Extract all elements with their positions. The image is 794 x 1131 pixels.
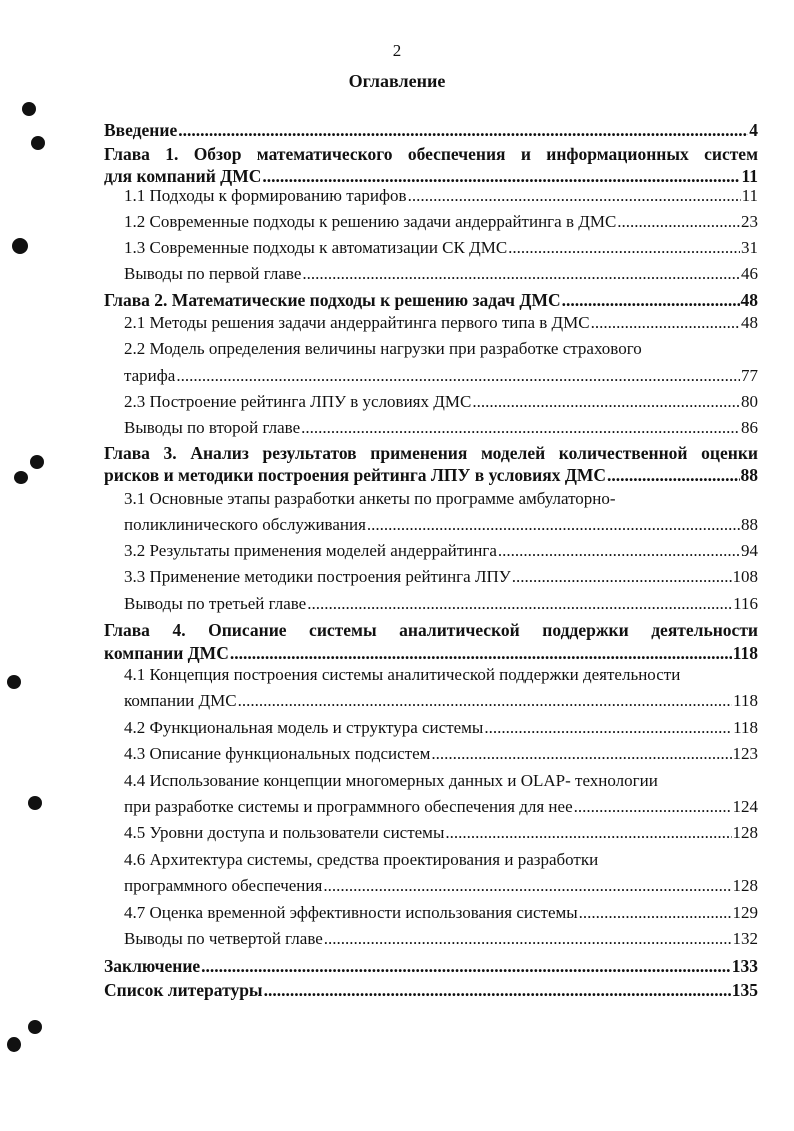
toc-entry-label-continued: компании ДМС <box>104 643 229 663</box>
toc-entry-section-3-1[interactable] <box>0 489 794 534</box>
toc-entry-section-4-7[interactable] <box>0 903 794 929</box>
punch-hole-mark <box>28 1020 42 1034</box>
toc-page-ref: 88 <box>741 515 758 534</box>
dot-leader <box>262 166 740 187</box>
toc-entry-label-continued: для компаний ДМС <box>104 166 262 186</box>
dot-leader <box>498 541 740 561</box>
toc-entry-introduction[interactable] <box>0 120 794 146</box>
toc-entry-label: Выводы по третьей главе <box>124 594 307 613</box>
toc-entry-section-4-2[interactable] <box>0 718 794 744</box>
dot-leader <box>408 186 741 206</box>
toc-entry-label: 4.1 Концепция построения системы аналитической поддержки деятельности <box>124 665 681 684</box>
punch-hole-mark <box>7 675 21 689</box>
toc-entry-section-4-3[interactable] <box>0 744 794 770</box>
toc-entry-label: Выводы по второй главе <box>124 418 301 437</box>
toc-entry-label: Глава 2. Математические подходы к решению задач ДМС <box>104 290 561 310</box>
toc-entry-label-continued: поликлинического обслуживания <box>124 515 366 534</box>
punch-hole-mark <box>22 102 36 116</box>
toc-page-ref: 11 <box>741 166 758 186</box>
toc-entry-label: 2.1 Методы решения задачи андеррайтинга первого типа в ДМС <box>124 313 590 332</box>
toc-entry-label: 4.6 Архитектура системы, средства проектирования и разработки <box>124 850 599 869</box>
toc-page-ref: 128 <box>732 876 758 895</box>
toc-page-ref: 135 <box>731 980 758 1000</box>
toc-entry-label: 2.2 Модель определения величины нагрузки при разработке страхового <box>124 339 642 358</box>
dot-leader <box>579 903 732 923</box>
toc-page-ref: 118 <box>733 691 758 710</box>
toc-entry-section-2-3[interactable] <box>0 392 794 418</box>
toc-entry-label: 1.3 Современные подходы к автоматизации СК ДМС <box>124 238 508 257</box>
toc-entry-label-continued: тарифа <box>124 366 176 385</box>
dot-leader <box>512 567 732 587</box>
dot-leader <box>230 643 732 664</box>
toc-page-ref: 48 <box>741 313 758 332</box>
toc-entry-conclusions-1[interactable] <box>0 264 794 290</box>
toc-page-ref: 133 <box>731 956 758 976</box>
toc-entry-label: Глава 4. Описание системы аналитической поддержки деятельности <box>104 620 758 640</box>
toc-entry-label: 4.3 Описание функциональных подсистем <box>124 744 431 763</box>
toc-entry-label-continued: рисков и методики построения рейтинга ЛПУ в условиях ДМС <box>104 465 607 485</box>
dot-leader <box>617 212 740 232</box>
toc-entry-section-2-2[interactable] <box>0 339 794 385</box>
punch-hole-mark <box>31 136 45 150</box>
toc-entry-label-continued: при разработке системы и программного обеспечения для нее <box>124 797 573 816</box>
dot-leader <box>562 290 740 311</box>
toc-page-ref: 132 <box>732 929 758 948</box>
toc-page-ref: 123 <box>732 744 758 763</box>
toc-entry-label-continued: компании ДМС <box>124 691 237 710</box>
dot-leader <box>307 594 732 614</box>
punch-hole-mark <box>12 238 28 254</box>
toc-page-ref: 31 <box>741 238 758 257</box>
toc-entry-section-1-2[interactable] <box>0 212 794 238</box>
toc-entry-chapter-1[interactable] <box>0 144 794 186</box>
toc-page-ref: 86 <box>741 418 758 437</box>
dot-leader <box>324 929 732 949</box>
toc-page-ref: 11 <box>741 186 758 205</box>
dot-leader <box>472 392 740 412</box>
toc-page-ref: 4 <box>749 120 758 140</box>
toc-entry-label: Глава 3. Анализ результатов применения моделей количественной оценки <box>104 443 758 463</box>
toc-page-ref: 88 <box>740 465 758 485</box>
toc-page-ref: 77 <box>741 366 758 385</box>
toc-page-ref: 80 <box>741 392 758 411</box>
toc-entry-conclusion[interactable] <box>0 956 794 982</box>
toc-entry-label: 4.2 Функциональная модель и структура системы <box>124 718 484 737</box>
toc-page-ref: 129 <box>732 903 758 922</box>
toc-page-ref: 23 <box>741 212 758 231</box>
toc-entry-section-4-4[interactable] <box>0 771 794 816</box>
toc-entry-label: 1.1 Подходы к формированию тарифов <box>124 186 407 205</box>
toc-entry-chapter-3[interactable] <box>0 443 794 485</box>
toc-entry-label: Список литературы <box>104 980 263 1000</box>
punch-hole-mark <box>28 796 42 810</box>
punch-hole-mark <box>7 1037 21 1052</box>
dot-leader <box>508 238 740 258</box>
dot-leader <box>238 691 733 711</box>
toc-entry-label: 2.3 Построение рейтинга ЛПУ в условиях ДМС <box>124 392 472 411</box>
toc-entry-chapter-4[interactable] <box>0 620 794 663</box>
toc-page-ref: 108 <box>732 567 758 586</box>
toc-page-ref: 118 <box>732 643 758 663</box>
dot-leader <box>607 465 739 486</box>
toc-entry-label: 3.1 Основные этапы разработки анкеты по программе амбулаторно- <box>124 489 616 508</box>
toc-entry-label: 1.2 Современные подходы к решению задачи андеррайтинга в ДМС <box>124 212 617 231</box>
toc-entry-label: 4.5 Уровни доступа и пользователи системы <box>124 823 445 842</box>
toc-entry-label-continued: программного обеспечения <box>124 876 323 895</box>
toc-entry-section-4-5[interactable] <box>0 823 794 849</box>
toc-page-ref: 116 <box>733 594 758 613</box>
page-number: 2 <box>392 41 402 60</box>
toc-entry-label: 4.7 Оценка временной эффективности использования системы <box>124 903 578 922</box>
toc-entry-conclusions-2[interactable] <box>0 418 794 444</box>
toc-entry-label: 3.2 Результаты применения моделей андеррайтинга <box>124 541 497 560</box>
toc-entry-section-4-1[interactable] <box>0 665 794 710</box>
toc-entry-section-3-2[interactable] <box>0 541 794 567</box>
toc-page-ref: 48 <box>740 290 758 310</box>
dot-leader <box>301 418 740 438</box>
dot-leader <box>484 718 732 738</box>
toc-entry-section-2-1[interactable] <box>0 313 794 339</box>
dot-leader <box>445 823 731 843</box>
dot-leader <box>176 366 740 386</box>
dot-leader <box>264 980 731 1001</box>
toc-entry-conclusions-4[interactable] <box>0 929 794 955</box>
dot-leader <box>323 876 731 896</box>
dot-leader <box>431 744 731 764</box>
toc-entry-conclusions-3[interactable] <box>0 594 794 620</box>
dot-leader <box>178 120 748 141</box>
punch-hole-mark <box>14 471 28 484</box>
toc-entry-section-1-3[interactable] <box>0 238 794 264</box>
toc-entry-label: Заключение <box>104 956 201 976</box>
dot-leader <box>591 313 740 333</box>
toc-page-ref: 46 <box>741 264 758 283</box>
dot-leader <box>201 956 731 977</box>
toc-page-ref: 124 <box>732 797 758 816</box>
toc-entry-label: Выводы по четвертой главе <box>124 929 323 948</box>
toc-entry-label: Глава 1. Обзор математического обеспечения и информационных систем <box>104 144 758 164</box>
toc-entry-label: Выводы по первой главе <box>124 264 302 283</box>
toc-entry-label: 4.4 Использование концепции многомерных данных и OLAP- технологии <box>124 771 658 790</box>
toc-page-ref: 128 <box>732 823 758 842</box>
page-title: Оглавление <box>348 71 446 91</box>
dot-leader <box>367 515 740 535</box>
toc-entry-label: 3.3 Применение методики построения рейтинга ЛПУ <box>124 567 511 586</box>
toc-page-ref: 118 <box>733 718 758 737</box>
punch-hole-mark <box>30 455 44 469</box>
dot-leader <box>574 797 732 817</box>
toc-entry-references[interactable] <box>0 980 794 1006</box>
toc-entry-section-4-6[interactable] <box>0 850 794 895</box>
toc-entry-label: Введение <box>104 120 178 140</box>
toc-entry-section-3-3[interactable] <box>0 567 794 593</box>
toc-entry-section-1-1[interactable] <box>0 186 794 212</box>
toc-page-ref: 94 <box>741 541 758 560</box>
dot-leader <box>302 264 740 284</box>
